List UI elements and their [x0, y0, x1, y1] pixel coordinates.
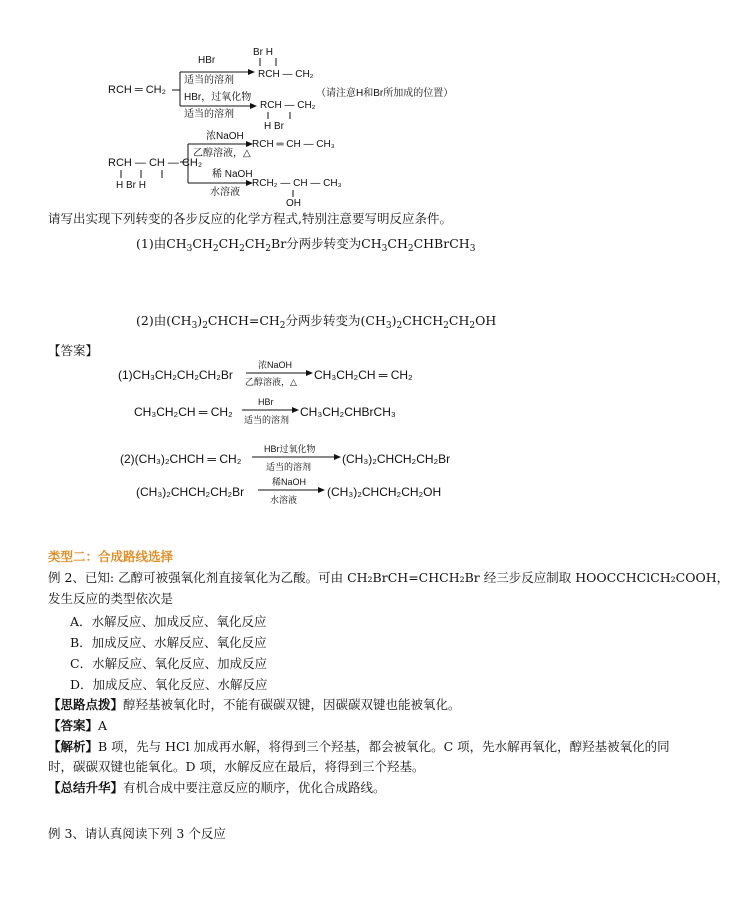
scheme2-top-condition: 乙醇溶液，△: [193, 148, 251, 159]
example-2-answer-value: A: [98, 718, 108, 733]
answer2-right: CH₃CH₂CHBrCH₃: [300, 405, 396, 419]
scheme2-reactant: RCH — CH — CH₂: [108, 157, 203, 169]
answer3-condition: 适当的溶剂: [266, 462, 312, 472]
hint-text: 醇羟基被氧化时，不能有碳碳双键，因碳碳双键也能被氧化。: [123, 697, 461, 712]
analysis-text-1: B 项，先与 HCl 加成再水解，将得到三个羟基，都会被氧化。C 项，先水解再氧化，醇羟基被氧化的同: [98, 739, 670, 754]
summary-label: 【总结升华】: [48, 780, 124, 795]
hint-label: 【思路点拨】: [48, 697, 124, 712]
scheme2-bottom-product-sub: OH: [286, 198, 301, 209]
question-2: (2)由$(CH_3)_2CHCH=CH_2$分两步转变为$(CH_3)_2CHCH_2CH_2OH$: [136, 313, 497, 331]
answer3-right: (CH₃)₂CHCH₂CH₂Br: [342, 452, 451, 466]
example-2-line-2: 发生反应的类型依次是: [48, 591, 174, 606]
scheme1-note: （请注意H和Br所加成的位置）: [316, 88, 454, 99]
example-2-answer: [48, 718, 107, 734]
scheme1-reactant: RCH ═ CH₂: [108, 84, 166, 96]
option-c: C．水解反应、氧化反应、加成反应: [70, 656, 268, 671]
question-1: (1)由$CH_3CH_2CH_2CH_2Br$分两步转变为$CH_3CH_2CHBrCH_3$: [136, 236, 476, 254]
scheme2-top-product: RCH ═ CH — CH₃: [252, 139, 335, 150]
answer1-left: (1)CH₃CH₂CH₂CH₂Br: [118, 368, 233, 382]
example-2-answer-label: 【答案】: [48, 718, 99, 733]
answer2-reagent: HBr: [258, 397, 274, 407]
example-3-intro: 例 3、请认真阅读下列 3 个反应: [48, 826, 226, 841]
scheme2-bottom-reagent: 稀 NaOH: [212, 169, 253, 180]
scheme1-bottom-condition: 适当的溶剂: [184, 109, 234, 120]
analysis-line-1: [48, 739, 670, 755]
answer4-left: (CH₃)₂CHCH₂CH₂Br: [136, 485, 245, 499]
answer-label: 【答案】: [48, 343, 99, 358]
section-title: 类型二：合成路线选择: [48, 549, 174, 564]
option-d: D．加成反应、氧化反应、水解反应: [70, 677, 268, 692]
scheme2-bottom-condition: 水溶液: [210, 187, 240, 198]
scheme1-bottom-reagent: HBr，过氧化物: [184, 92, 252, 103]
scheme1-top-reagent: HBr: [198, 55, 216, 66]
example-2-line-1: 例 2、已知: 乙醇可被强氧化剂直接氧化为乙酸。可由 CH₂BrCH=CHCH₂Br 经三步反应制取 HOOCCHClCH₂COOH，: [48, 570, 729, 585]
answer2-left: CH₃CH₂CH ═ CH₂: [134, 405, 233, 419]
reaction-scheme-1: [0, 0, 640, 209]
answer1-condition: 乙醇溶液，△: [245, 377, 297, 387]
answer-equations: [0, 355, 640, 515]
scheme2-reactant-sub: H Br H: [116, 180, 146, 191]
scheme1-top-product: RCH — CH₂: [258, 69, 314, 80]
hint: [48, 697, 461, 713]
answer1-right: CH₃CH₂CH ═ CH₂: [314, 368, 413, 382]
scheme1-bottom-product-sub: H Br: [264, 121, 284, 132]
answer3-reagent: HBr过氧化物: [264, 444, 316, 454]
answer3-left: (2)(CH₃)₂CHCH ═ CH₂: [120, 452, 242, 466]
option-b: B．加成反应、水解反应、氧化反应: [70, 635, 267, 650]
option-a: A．水解反应、加成反应、氧化反应: [70, 614, 267, 629]
answer1-reagent: 浓NaOH: [258, 360, 293, 370]
summary: [48, 780, 386, 796]
answer4-reagent: 稀NaOH: [272, 477, 307, 487]
scheme2-bottom-product: RCH₂ — CH — CH₃: [252, 178, 342, 189]
scheme1-top-product-sub: Br H: [253, 47, 273, 58]
answer2-condition: 适当的溶剂: [244, 415, 290, 425]
analysis-line-2: 时，碳碳双键也能氧化。D 项，水解反应在最后，将得到三个羟基。: [48, 759, 425, 774]
analysis-label: 【解析】: [48, 739, 99, 754]
instruction: 请写出实现下列转变的各步反应的化学方程式,特别注意要写明反应条件。: [48, 211, 452, 226]
scheme2-top-reagent: 浓NaOH: [206, 131, 244, 142]
scheme1-top-condition: 适当的溶剂: [184, 75, 234, 86]
scheme1-bottom-product: RCH — CH₂: [260, 100, 316, 111]
answer4-condition: 水溶液: [270, 495, 298, 505]
summary-text: 有机合成中要注意反应的顺序，优化合成路线。: [123, 780, 386, 795]
answer4-right: (CH₃)₂CHCH₂CH₂OH: [327, 485, 442, 499]
